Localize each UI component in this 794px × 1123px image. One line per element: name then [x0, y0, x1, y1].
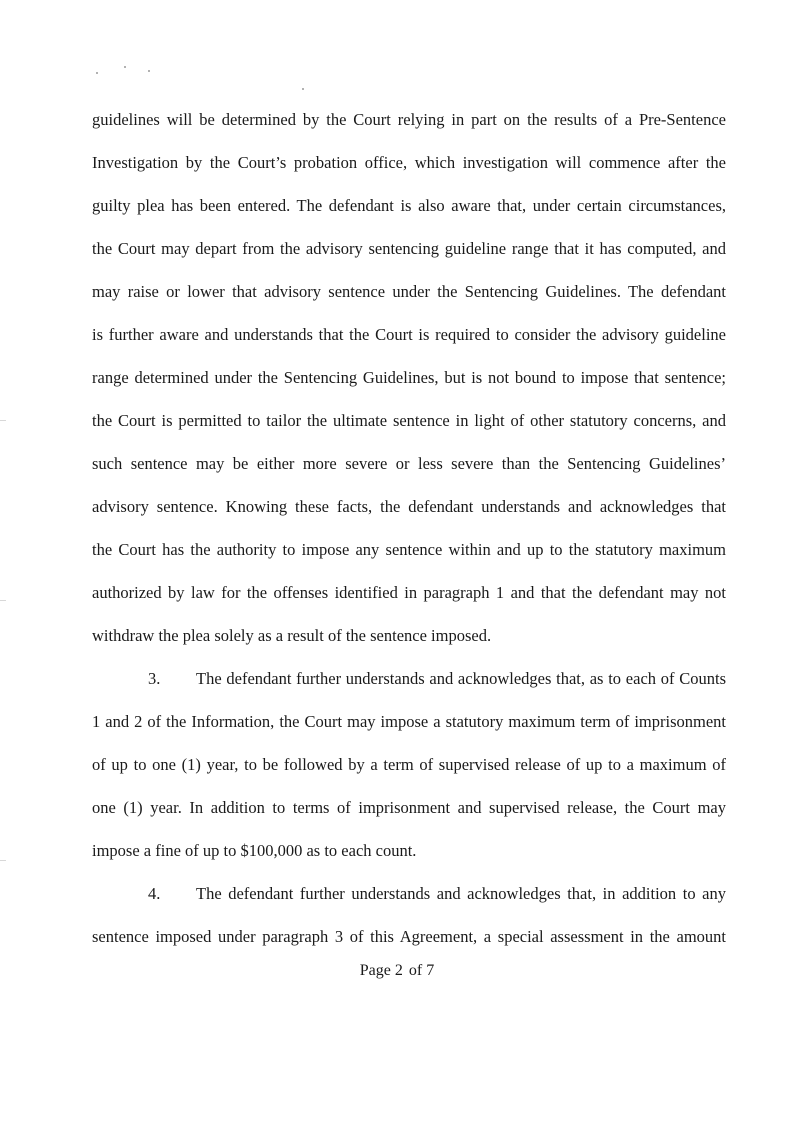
text-line: the Court is permitted to tailor the ultimate sentence in light of other statutory concerns, and	[92, 411, 726, 430]
text-line: authorized by law for the offenses identified in paragraph 1 and that the defendant may not	[92, 583, 726, 602]
page-total-label: of 7	[408, 962, 435, 979]
text-line: one (1) year. In addition to terms of imprisonment and supervised release, the Court may	[92, 798, 726, 817]
text-line: is further aware and understands that the Court is required to consider the advisory guideline	[92, 325, 726, 344]
text-line: The defendant further understands and acknowledges that, as to each of Counts	[196, 669, 726, 688]
text-line: guilty plea has been entered. The defendant is also aware that, under certain circumstances,	[92, 196, 726, 215]
scan-edge-mark	[0, 860, 6, 861]
text-line: advisory sentence. Knowing these facts, the defendant understands and acknowledges that	[92, 497, 726, 516]
text-line: 1 and 2 of the Information, the Court may impose a statutory maximum term of imprisonment	[92, 712, 726, 731]
text-line: may raise or lower that advisory sentence under the Sentencing Guidelines. The defendant	[92, 282, 726, 301]
text-line: the Court has the authority to impose any sentence within and up to the statutory maximum	[92, 540, 726, 559]
paragraph-number: 4.	[148, 884, 161, 903]
text-line: the Court may depart from the advisory sentencing guideline range that it has computed, and	[92, 239, 726, 258]
page-footer	[0, 962, 794, 980]
text-line: impose a fine of up to $100,000 as to each count.	[92, 841, 417, 860]
scan-edge-mark	[0, 600, 6, 601]
scan-speck	[302, 88, 304, 90]
scan-speck	[96, 72, 98, 74]
paragraph-number: 3.	[148, 669, 161, 688]
scan-speck	[124, 66, 126, 68]
text-line: range determined under the Sentencing Guidelines, but is not bound to impose that sentence;	[92, 368, 726, 387]
page-number-label: Page 2	[359, 962, 403, 979]
paragraph-first-line	[92, 669, 726, 689]
text-line: withdraw the plea solely as a result of the sentence imposed.	[92, 626, 492, 645]
scan-edge-mark	[0, 420, 6, 421]
text-line: The defendant further understands and acknowledges that, in addition to any	[196, 884, 726, 903]
scan-speck	[148, 70, 150, 72]
text-line: such sentence may be either more severe or less severe than the Sentencing Guidelines’	[92, 454, 726, 473]
text-line: guidelines will be determined by the Court relying in part on the results of a Pre-Sentence	[92, 110, 726, 129]
paragraph-first-line	[92, 884, 726, 904]
text-line: sentence imposed under paragraph 3 of this Agreement, a special assessment in the amount	[92, 927, 726, 946]
text-line: Investigation by the Court’s probation office, which investigation will commence after the	[92, 153, 726, 172]
text-line: of up to one (1) year, to be followed by a term of supervised release of up to a maximum of	[92, 755, 726, 774]
